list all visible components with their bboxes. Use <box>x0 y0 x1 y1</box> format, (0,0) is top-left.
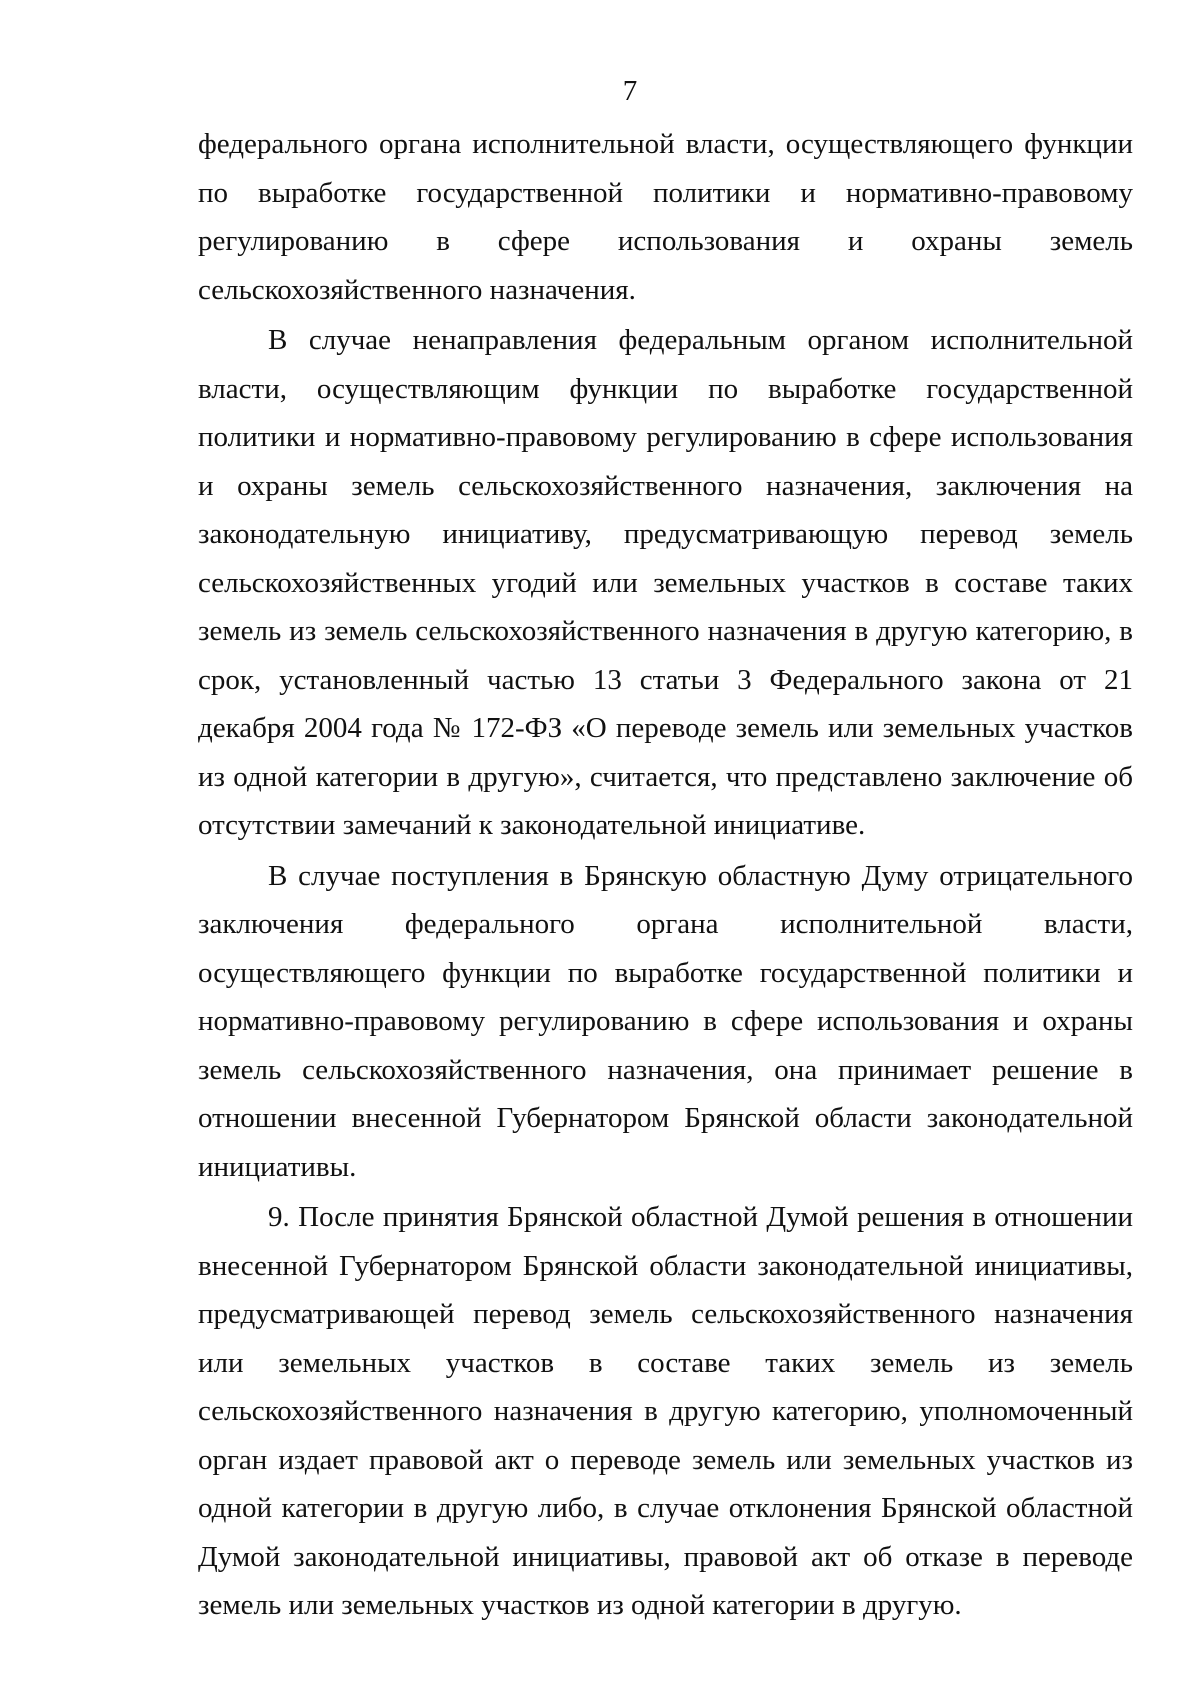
paragraph-negative-conclusion: В случае поступления в Брянскую областную Думу отрицательного заключения федерального органа исполнительной власти, осуществляющего функции по выработке государственной политики и нормативно-правовому регулированию в сфере использования и охраны земель сельскохозяйственного назначения, она принимает решение в отношении внесенной Губернатором Брянской области законодательной инициативы. <box>198 859 1133 1183</box>
paragraph-item-9: 9. После принятия Брянской областной Думой решения в отношении внесенной Губернатором Брянской области законодательной инициативы, предусматривающей перевод земель сельскохозяйственного назначения или земельных участков в составе таких земель из земель сельскохозяйственного назначения в другую категорию, уполномоченный орган издает правовой акт о переводе земель или земельных участков из одной категории в другую либо, в случае отклонения Брянской областной Думой законодательной инициативы, правовой акт об отказе в переводе земель или земельных участков из одной категории в другую. <box>198 1201 1133 1621</box>
paragraph-no-conclusion: В случае ненаправления федеральным органом исполнительной власти, осуществляющим функции по выработке государственной политики и нормативно-правовому регулированию в сфере использования и охраны земель сельскохозяйственного назначения, заключения на законодательную инициативу, предусматривающую перевод земель сельскохозяйственных угодий или земельных участков в составе таких земель из земель сельскохозяйственного назначения в другую категорию, в срок, установленный частью 13 статьи 3 Федерального закона от 21 декабря 2004 года № 172-ФЗ «О переводе земель или земельных участков из одной категории в другую», считается, что представлено заключение об отсутствии замечаний к законодательной инициативе. <box>198 324 1133 841</box>
paragraph-continuation: федерального органа исполнительной власти, осуществляющего функции по выработке государственной политики и нормативно-правовому регулированию в сфере использования и охраны земель сельскохозяйственного назначения. <box>198 128 1133 306</box>
page-number: 7 <box>622 75 638 107</box>
document-body <box>198 120 1133 1630</box>
